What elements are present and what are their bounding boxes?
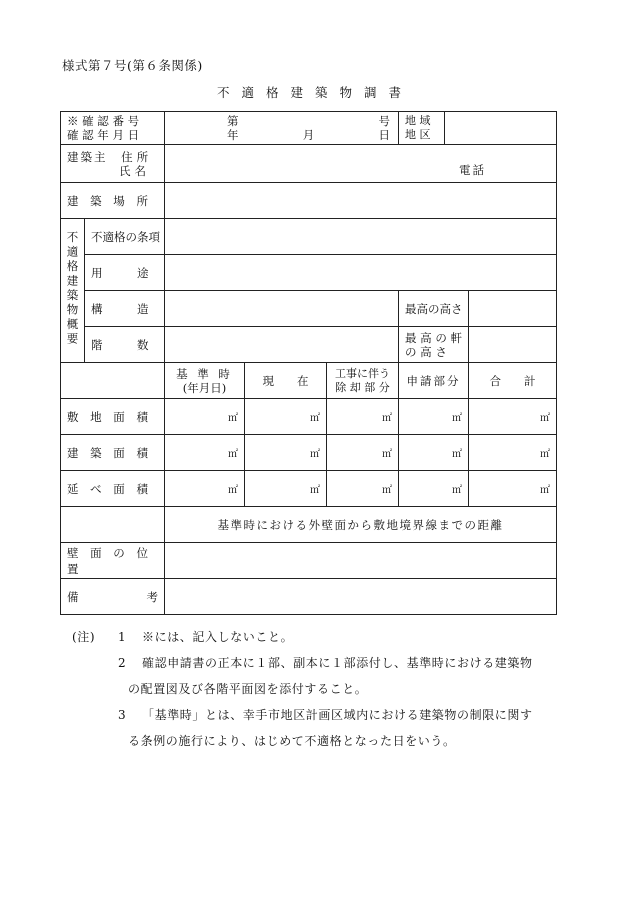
header-total: 合 計 bbox=[469, 363, 557, 399]
site-area-row bbox=[61, 399, 557, 435]
overview-row-clause bbox=[61, 219, 557, 255]
district-label: 地 区 bbox=[405, 128, 431, 141]
header-base-time-1: 基 準 時 bbox=[176, 366, 233, 381]
site-area-base[interactable]: ㎡ bbox=[165, 399, 245, 435]
note-text: 「基準時」とは、幸手市地区計画区域内における建築物の制限に関す bbox=[142, 708, 533, 722]
header-apply: 申請部分 bbox=[399, 363, 469, 399]
form-label: 様式第７号(第６条関係) bbox=[62, 58, 203, 73]
overview-row-floors bbox=[61, 327, 557, 363]
overview-row-structure bbox=[61, 291, 557, 327]
confirmation-value-cell[interactable] bbox=[165, 112, 399, 145]
owner-label: 建築主 bbox=[67, 149, 108, 164]
overview-label-use: 用 途 bbox=[85, 255, 165, 291]
distance-row bbox=[61, 507, 557, 543]
note-number: 2 bbox=[118, 656, 127, 670]
site-area-label: 敷 地 面 積 bbox=[61, 399, 165, 435]
note-number: 3 bbox=[118, 708, 127, 722]
owner-value-cell[interactable] bbox=[165, 145, 557, 183]
wall-position-label: 壁 面 の 位 置 bbox=[61, 543, 165, 579]
overview-value-floors[interactable] bbox=[165, 327, 399, 363]
floor-area-total[interactable]: ㎡ bbox=[469, 471, 557, 507]
note-text: ※には、記入しないこと。 bbox=[142, 630, 294, 644]
max-height-value[interactable] bbox=[469, 291, 557, 327]
eave-height-label-2: の 高 さ bbox=[405, 344, 447, 359]
remarks-label-right: 考 bbox=[146, 589, 158, 604]
notes-mark: (注) bbox=[72, 630, 96, 644]
distance-heading: 基準時における外壁面から敷地境界線までの距離 bbox=[165, 507, 557, 543]
wall-position-row bbox=[61, 543, 557, 579]
day-label: 日 bbox=[378, 128, 391, 142]
zone-label: 地 域 bbox=[405, 114, 431, 127]
site-row bbox=[61, 183, 557, 219]
overview-value-structure[interactable] bbox=[165, 291, 399, 327]
site-area-apply[interactable]: ㎡ bbox=[399, 399, 469, 435]
confirmation-number-label: ※ 確 認 番 号 bbox=[67, 114, 140, 128]
owner-row bbox=[61, 145, 557, 183]
overview-row-use bbox=[61, 255, 557, 291]
header-demolish-2: 除 却 部 分 bbox=[335, 380, 390, 394]
building-area-current[interactable]: ㎡ bbox=[245, 435, 327, 471]
notes-section bbox=[72, 624, 533, 754]
year-label: 年 bbox=[227, 128, 239, 142]
max-height-label: 最高の高さ bbox=[399, 291, 469, 327]
remarks-label-left: 備 bbox=[67, 589, 79, 604]
site-area-current[interactable]: ㎡ bbox=[245, 399, 327, 435]
site-label: 建 築 場 所 bbox=[61, 183, 165, 219]
note-number: 1 bbox=[118, 630, 127, 644]
document-title: 不適格建築物調書 bbox=[216, 85, 413, 100]
note-item-1 bbox=[72, 624, 533, 650]
phone-label: 電話 bbox=[459, 163, 486, 177]
floor-area-demolish[interactable]: ㎡ bbox=[327, 471, 399, 507]
remarks-value[interactable] bbox=[165, 579, 557, 615]
owner-name-label: 氏名 bbox=[119, 163, 150, 178]
header-demolish-1: 工事に伴う bbox=[335, 366, 391, 380]
floor-area-base[interactable]: ㎡ bbox=[165, 471, 245, 507]
overview-value-use[interactable] bbox=[165, 255, 557, 291]
overview-label-structure: 構 造 bbox=[85, 291, 165, 327]
wall-position-value[interactable] bbox=[165, 543, 557, 579]
note-item-2 bbox=[72, 650, 533, 676]
go-label: 号 bbox=[378, 114, 391, 128]
overview-label-floors: 階 数 bbox=[85, 327, 165, 363]
building-area-total[interactable]: ㎡ bbox=[469, 435, 557, 471]
eave-height-label-1: 最 高 の 軒 bbox=[405, 330, 462, 345]
note-item-3 bbox=[72, 702, 533, 728]
floor-area-apply[interactable]: ㎡ bbox=[399, 471, 469, 507]
header-current: 現 在 bbox=[245, 363, 327, 399]
overview-value-clause[interactable] bbox=[165, 219, 557, 255]
overview-label-clause: 不適格の条項 bbox=[85, 219, 165, 255]
note-continuation: る条例の施行により、はじめて不適格となった日をいう。 bbox=[128, 734, 456, 748]
site-area-total[interactable]: ㎡ bbox=[469, 399, 557, 435]
header-base-time-2: (年月日) bbox=[182, 380, 227, 395]
building-area-label: 建 築 面 積 bbox=[61, 435, 165, 471]
owner-address-label: 住所 bbox=[121, 149, 153, 164]
floor-area-label: 延 べ 面 積 bbox=[61, 471, 165, 507]
site-value-cell[interactable] bbox=[165, 183, 557, 219]
survey-table bbox=[60, 111, 557, 615]
month-label: 月 bbox=[302, 128, 315, 142]
remarks-row bbox=[61, 579, 557, 615]
area-header-row bbox=[61, 363, 557, 399]
floor-area-current[interactable]: ㎡ bbox=[245, 471, 327, 507]
overview-group-label: 不適格建築物概要 bbox=[65, 231, 80, 347]
building-area-base[interactable]: ㎡ bbox=[165, 435, 245, 471]
dai-label: 第 bbox=[227, 114, 239, 128]
confirmation-date-label: 確 認 年 月 日 bbox=[67, 128, 140, 142]
note-text: 確認申請書の正本に１部、副本に１部添付し、基準時における建築物 bbox=[142, 656, 533, 670]
building-area-apply[interactable]: ㎡ bbox=[399, 435, 469, 471]
note-continuation: の配置図及び各階平面図を添付すること。 bbox=[128, 682, 368, 696]
zone-value-cell[interactable] bbox=[445, 112, 557, 145]
confirmation-row bbox=[61, 112, 557, 145]
building-area-row bbox=[61, 435, 557, 471]
eave-height-value[interactable] bbox=[469, 327, 557, 363]
building-area-demolish[interactable]: ㎡ bbox=[327, 435, 399, 471]
site-area-demolish[interactable]: ㎡ bbox=[327, 399, 399, 435]
floor-area-row bbox=[61, 471, 557, 507]
